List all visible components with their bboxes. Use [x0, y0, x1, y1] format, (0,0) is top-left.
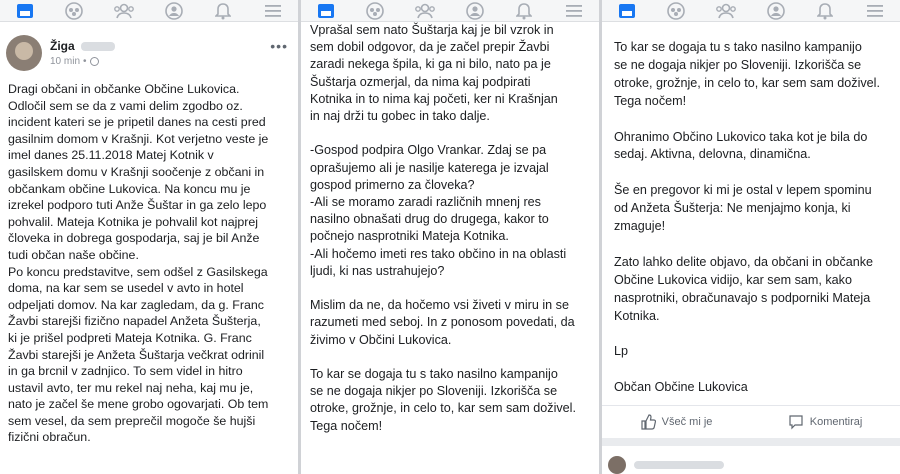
like-label: Všeč mi je — [661, 415, 713, 428]
text-line: sem dobil odgovor, da je začel prepir Žavbi — [310, 40, 550, 55]
text-line: sedaj. Aktivna, delovna, dinamična. — [614, 147, 811, 162]
text-line: fizični obračun. — [8, 430, 91, 445]
friends-group-icon[interactable] — [62, 1, 86, 21]
text-line: zaradi nekega špila, ki ga ni bilo, nato pa je — [310, 57, 551, 72]
text-line — [614, 236, 880, 254]
text-line: se ne dogaja nikjer po Sloveniji. Izkorišča se — [310, 384, 558, 399]
menu-icon[interactable] — [562, 1, 586, 21]
text-line: ustavil avto, ter mu rekel naj neha, kaj mu je, — [8, 380, 254, 395]
text-line: Žavbi starejši fizično napadel Anžeta Šušterja, — [8, 314, 261, 329]
text-line: Vprašal sem nato Šuštarja kaj je bil vzrok in — [310, 23, 554, 37]
text-line: gospod primerno za človeka? — [310, 177, 475, 192]
text-line: počnejo nasprotniki Mateja Kotnika. — [310, 229, 509, 244]
post-meta — [50, 56, 115, 67]
notifications-bell-icon[interactable] — [211, 1, 235, 21]
top-nav-bar — [0, 0, 298, 22]
comment-button[interactable] — [788, 414, 863, 430]
post-body-text-end — [614, 39, 880, 397]
next-post-author-placeholder — [634, 461, 724, 469]
text-line: Še en pregovor ki mi je ostal v lepem spominu — [614, 183, 872, 198]
text-line: nato je začel še mene grobo ogovarjati. Ob tem — [8, 397, 269, 412]
text-line — [310, 349, 576, 366]
text-line: Kotnika in to nima kaj početi, ker ni Krašnjan — [310, 91, 558, 106]
author-name-text[interactable]: Žiga — [50, 39, 75, 53]
text-line: Dragi občani in občanke Občine Lukovica. — [8, 82, 240, 96]
text-line: ljudi, ki nas ustrahujejo? — [310, 263, 445, 278]
text-line: -Gospod podpira Olgo Vrankar. Zdaj se pa — [310, 143, 547, 158]
text-line: odpeljati domov. Na kar zagledam, da g. Franc — [8, 297, 264, 312]
text-line — [614, 325, 880, 343]
text-line: Mislim da ne, da hočemo vsi živeti v miru in se — [310, 298, 569, 313]
feed-divider — [602, 438, 900, 446]
text-line — [310, 125, 576, 142]
text-line: Lp — [614, 344, 629, 359]
text-line: zmaguje! — [614, 219, 666, 234]
comment-bubble-icon — [788, 414, 804, 430]
comment-label: Komentiraj — [809, 415, 863, 428]
text-line: razumeti med seboj. In z ponosom povedati, da — [310, 315, 575, 330]
text-line: nasprotniki, obračunavajo s podporniki Mateja — [614, 290, 871, 305]
text-line: izrekel podporo tuti Anže Šuštar in ga zelo lepo — [8, 198, 267, 213]
home-icon[interactable] — [314, 1, 338, 21]
groups-icon[interactable] — [112, 1, 136, 21]
friends-group-icon[interactable] — [363, 1, 387, 21]
post-header-text — [50, 39, 115, 67]
text-line: otroke, grožnje, in celo to, kar sem sam doživel. — [614, 75, 880, 90]
text-line: Ohranimo Občino Lukovico taka kot je bila do — [614, 129, 868, 144]
menu-icon[interactable] — [261, 1, 285, 21]
text-line: se ne dogaja nikjer po Sloveniji. Izkorišča se — [614, 57, 862, 72]
text-line: nasilno obnašati drug do drugega, kakor to — [310, 212, 549, 227]
text-line: doma, na kar sem se usedel v avto in hotel — [8, 281, 244, 296]
text-line: živimo v Občini Lukovica. — [310, 332, 452, 347]
post-action-bar — [602, 405, 900, 437]
post-body-text — [8, 81, 268, 446]
next-post-preview — [608, 456, 888, 474]
avatar[interactable] — [6, 35, 42, 71]
text-line — [614, 164, 880, 182]
next-post-avatar[interactable] — [608, 456, 626, 474]
text-line: To kar se dogaja tu s tako nasilno kampanijo — [310, 367, 558, 382]
text-line: Tega nočem! — [310, 418, 383, 433]
text-line: Tega nočem! — [614, 93, 687, 108]
profile-icon[interactable] — [463, 1, 487, 21]
text-line: tudi občan naše občine. — [8, 247, 139, 262]
text-line: in naj drži tu gobec in tako dalje. — [310, 109, 490, 124]
like-thumb-icon — [640, 414, 656, 430]
text-line: občankam občine Lukovica. Na koncu mu je — [8, 181, 251, 196]
text-line: Po koncu predstavitve, sem odšel z Gasilskega — [8, 264, 268, 279]
profile-icon[interactable] — [764, 1, 788, 21]
text-line: incident kateri se je pripetil danes na cesti pred — [8, 115, 266, 130]
text-line: sem vesel, da sem preprečil mogoče še hujši — [8, 413, 256, 428]
menu-icon[interactable] — [863, 1, 887, 21]
notifications-bell-icon[interactable] — [813, 1, 837, 21]
text-line: Žavbi starejši je Anžeta Šuštarja večkrat odrinil — [8, 347, 265, 362]
text-line: Občan Občine Lukovica — [614, 380, 748, 395]
post-header — [6, 34, 115, 72]
text-line: -Ali se moramo zaradi različnih mnenj res — [310, 195, 541, 210]
redacted-surname — [81, 42, 115, 51]
text-line: -Ali hočemo imeti res tako občino in na oblasti — [310, 246, 567, 261]
public-audience-icon — [90, 57, 99, 66]
text-line — [614, 361, 880, 379]
text-line — [614, 111, 880, 129]
post-body-text-continued — [310, 22, 576, 435]
text-line: otroke, grožnje, in celo to, kar sem sam doživel. — [310, 401, 576, 416]
profile-icon[interactable] — [162, 1, 186, 21]
notifications-bell-icon[interactable] — [512, 1, 536, 21]
text-line: od Anžeta Šušterja: Ne menjajmo konja, ki — [614, 201, 851, 216]
top-nav-bar — [602, 0, 900, 22]
text-line: imel danes 25.11.2018 Matej Kotnik v — [8, 148, 214, 163]
author-name[interactable] — [50, 39, 115, 53]
top-nav-bar — [301, 0, 599, 22]
post-time[interactable]: 10 min — [50, 56, 81, 67]
text-line: Šuštarja ozmerjal, da nima kaj podpirati — [310, 74, 531, 89]
screenshot-panel-3 — [602, 0, 900, 474]
like-button[interactable] — [640, 414, 713, 430]
meta-separator: • — [83, 56, 87, 67]
text-line: gasilnim domom v Krašnji. Kot verjetno veste je — [8, 131, 269, 146]
home-icon[interactable] — [615, 1, 639, 21]
text-line: Kotnika. — [614, 308, 660, 323]
text-line: Odločil sem se da z vami delim zgodbo oz. — [8, 98, 243, 113]
text-line: pohvalil. Mateja Kotnika je pohvalil kot najprej — [8, 214, 259, 229]
friends-group-icon[interactable] — [664, 1, 688, 21]
text-line: Zato lahko delite objavo, da občani in občanke — [614, 254, 874, 269]
screenshot-panel-2 — [301, 0, 599, 474]
groups-icon[interactable] — [714, 1, 738, 21]
text-line: To kar se dogaja tu s tako nasilno kampanijo — [614, 40, 862, 54]
text-line — [310, 280, 576, 297]
more-options-icon[interactable]: ••• — [270, 38, 288, 54]
text-line: ki je prišel podpreti Mateja Kotnika. G. Franc — [8, 330, 252, 345]
home-icon[interactable] — [13, 1, 37, 21]
text-line: oprašujemo ali je nasilje katerega je izvajal — [310, 160, 549, 175]
groups-icon[interactable] — [413, 1, 437, 21]
text-line: in ga brcnil v zadnjico. To sem videl in hitro — [8, 364, 243, 379]
screenshot-panel-1 — [0, 0, 298, 474]
text-line: človeka in dobrega gospodarja, saj je bil Anže — [8, 231, 260, 246]
text-line: gasilskem domu v Krašnji soočenje z občani in — [8, 164, 265, 179]
text-line: Občine Lukovica vidijo, kar sem sam, kako — [614, 272, 852, 287]
